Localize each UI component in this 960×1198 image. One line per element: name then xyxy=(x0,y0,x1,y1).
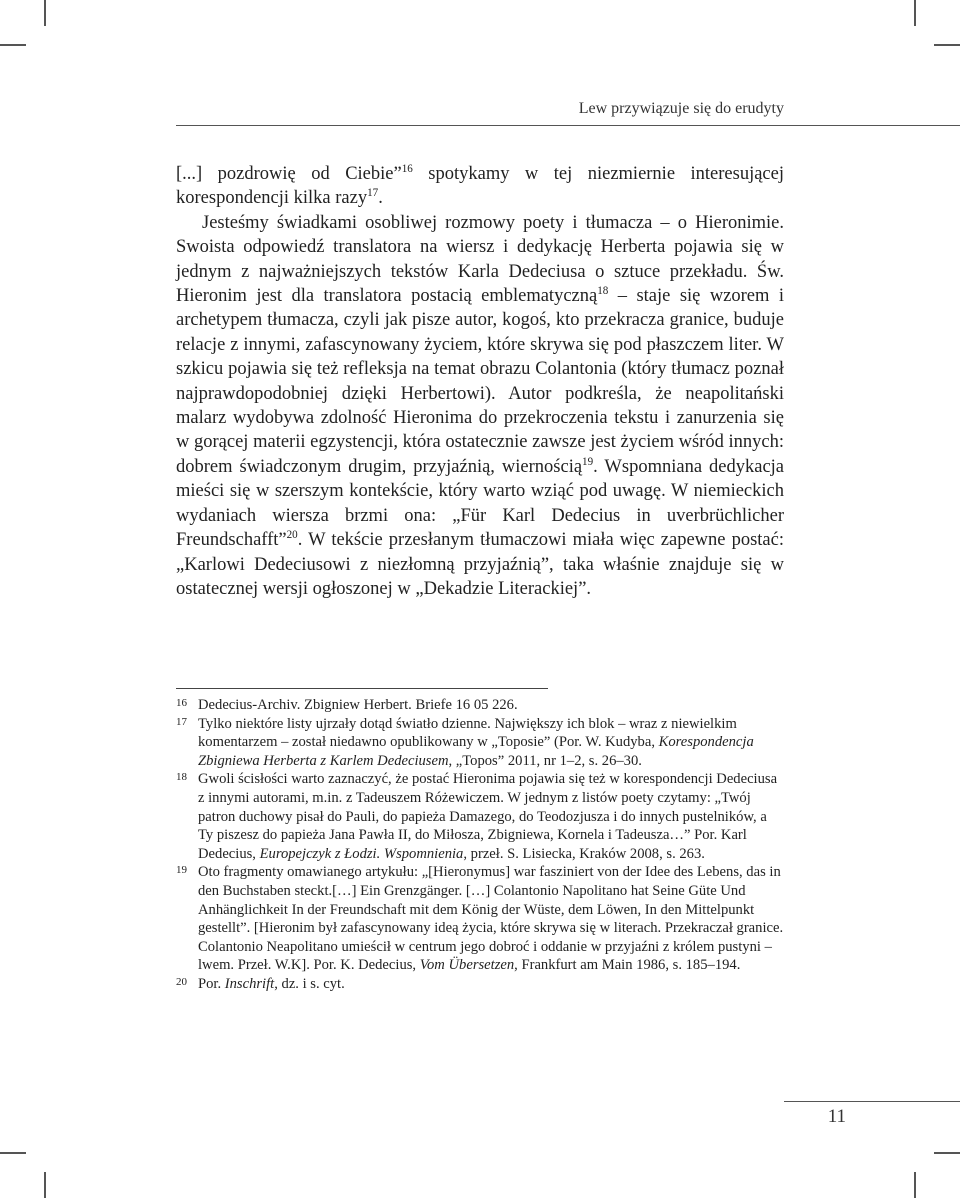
crop-mark-left-bottom xyxy=(0,1152,26,1154)
footnotes xyxy=(176,696,784,994)
footnote-16 xyxy=(176,696,784,715)
footnote-number: 18 xyxy=(176,771,187,784)
paragraph-main: Jesteśmy świadkami osobliwej rozmowy poety i tłumacza – o Hieronimie. Swoista odpowiedź translatora na wiersz i dedykację Herberta pojawia się w jednym z najważniejszych tekstów Karla Dedeciusa o sztuce przekładu. Św. Hieronim jest dla translatora postacią emblematyczną$^{18}$ – staje się wzorem i archetypem tłumacza, czyli jak pisze autor, kogoś, kto przekracza granice, buduje relacje z innymi, zafascynowany życiem, które skrywa się pod płaszczem liter. W szkicu pojawia się też refleksja na temat obrazu Colantonia (który tłumacz poznał najprawdopodobniej dzięki Herbertowi). Autor podkreśla, że neapolitański malarz wydobywa zdolność Hieronima do przekroczenia tekstu i zanurzenia się w gorącej materii egzystencji, która ostatecznie zawsze jest życiem wśród innych: dobrem świadczonym drugim, przyjaźnią, wiernością$^{19}$. Wspomniana dedykacja mieści się w szerszym kontekście, który warto wziąć pod uwagę. W niemieckich wydaniach wiersza brzmi ona: „Für Karl Dedecius in uverbrüchlicher Freundschafft”$^{20}$. W tekście przesłanym tłumaczowi miała więc zapewne postać: „Karlowi Dedeciusowi z niezłomną przyjaźnią”, taka właśnie znajduje się w ostatecznej wersji ogłoszonej w „Dekadzie Literackiej”. xyxy=(176,212,785,599)
footnote-19 xyxy=(176,863,784,975)
footnote-20 xyxy=(176,975,784,994)
footnote-number: 20 xyxy=(176,975,187,988)
running-header: Lew przywiązuje się do erudyty xyxy=(578,100,784,117)
footnote-text: Por. Inschrift, dz. i s. cyt. xyxy=(198,975,345,992)
footnote-separator xyxy=(176,688,548,689)
footnote-text: Oto fragmenty omawianego artykułu: „[Hieronymus] war fasziniert von der Idee des Lebens, das in den Buchstaben steckt.[…] Ein Grenzgänger. […] Colantonio Napolitano hat Seine Güte Und Anhänglichkeit In der Freundschaft mit dem König der Wüste, dem Löwen, In den Mittelpunkt gestellt”. [Hieronim był zafascynowany ideą życia, które skrywa się w literach. Przekraczał granice. Colantonio Neapolitano umieścił w centrum jego dobroć i oddanie w przyjaźni z królem pustyni – lwem. Przeł. W.K]. Por. K. Dedecius, Vom Übersetzen, Frankfurt am Main 1986, s. 185–194. xyxy=(198,864,784,974)
footnote-17 xyxy=(176,715,784,771)
crop-mark-right-bottom xyxy=(934,1152,960,1154)
footnote-text: Gwoli ścisłości warto zaznaczyć, że postać Hieronima pojawia się też w korespondencji Dedeciusa z innymi autorami, m.in. z Tadeuszem Różewiczem. W jednym z listów poety czytamy: „Twój patron duchowy pisał do Pauli, do papieża Damazego, do Teodozjusza i do innych pustelników, a Ty piszesz do papieża Jana Pawła II, do Miłosza, Zbigniewa, Kornela i Tadeusza…” Por. Karl Dedecius, Europejczyk z Łodzi. Wspomnienia, przeł. S. Lisiecka, Kraków 2008, s. 263. xyxy=(198,771,778,862)
footnote-ref-16[interactable]: 16 xyxy=(401,162,413,175)
footnote-text: Dedecius-Archiv. Zbigniew Herbert. Briefe 16 05 226. xyxy=(198,697,518,713)
crop-mark-bottom-left xyxy=(44,1172,46,1198)
footnote-ref-19[interactable]: 19 xyxy=(582,455,594,468)
footnote-number: 19 xyxy=(176,864,187,877)
crop-mark-bottom-right xyxy=(914,1172,916,1198)
footnote-18 xyxy=(176,770,784,863)
crop-mark-left-top xyxy=(0,44,26,46)
header-rule xyxy=(176,125,960,126)
paragraph-quote: [...] pozdrowię od Ciebie”$^{16}$ spotykamy w tej niezmiernie interesującej korespondencji kilka razy$^{17}$. xyxy=(176,162,784,209)
crop-mark-right-top xyxy=(934,44,960,46)
footnote-ref-20[interactable]: 20 xyxy=(286,528,298,541)
footnote-ref-17[interactable]: 17 xyxy=(367,187,379,200)
footnote-ref-18[interactable]: 18 xyxy=(597,284,609,297)
crop-mark-top-left xyxy=(44,0,46,26)
page-number: 11 xyxy=(827,1106,846,1127)
footnote-number: 17 xyxy=(176,715,187,728)
crop-mark-top-right xyxy=(914,0,916,26)
body-text xyxy=(176,162,784,601)
page-number-rule xyxy=(784,1101,960,1102)
footnote-text: Tylko niektóre listy ujrzały dotąd światło dzienne. Największy ich blok – wraz z niewielkim komentarzem – został niedawno opublikowany w „Toposie” (Por. W. Kudyba, Korespondencja Zbigniewa Herberta z Karlem Dedeciusem, „Topos” 2011, nr 1–2, s. 26–30. xyxy=(198,715,754,769)
footnote-number: 16 xyxy=(176,697,187,709)
